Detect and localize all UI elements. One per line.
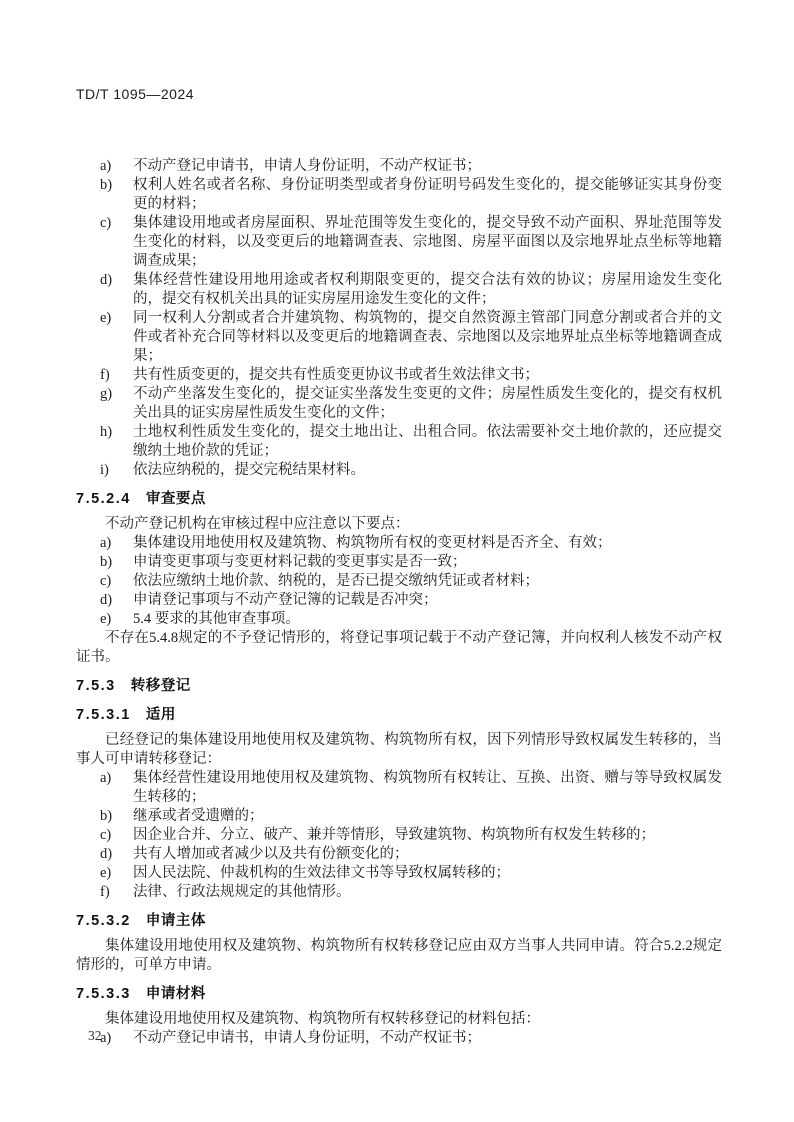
list-item-marker: i) [100, 462, 109, 478]
list-item-marker: a) [100, 535, 112, 551]
list-item [76, 826, 722, 845]
heading-title: 申请材料 [145, 986, 206, 1002]
transfer-materials-list [76, 1029, 722, 1048]
list-item [76, 366, 722, 385]
page-number: 32 [88, 1028, 102, 1043]
list-item-marker: c) [100, 827, 112, 843]
list-item-marker: d) [100, 846, 113, 862]
heading-title: 申请主体 [145, 913, 206, 929]
list-item-marker: d) [100, 272, 113, 288]
list-item-text: 共有性质变更的，提交共有性质变更协议书或者生效法律文书； [133, 367, 539, 383]
list-item [76, 214, 722, 271]
heading-number: 7.5.2.4 [76, 491, 131, 507]
document-code: TD/T 1095—2024 [76, 86, 195, 102]
paragraph: 已经登记的集体建设用地使用权及建筑物、构筑物所有权，因下列情形导致权属发生转移的，当事人可申请转移登记： [76, 732, 722, 767]
document-body [76, 157, 722, 1048]
list-item [76, 591, 722, 610]
list-item-text: 依法应纳税的，提交完税结果材料。 [133, 462, 365, 478]
list-item-text: 申请登记事项与不动产登记簿的记载是否冲突； [133, 592, 438, 608]
list-item [76, 769, 722, 807]
list-item-text: 集体经营性建设用地使用权及建筑物、构筑物所有权转让、互换、出资、赠与等导致权属发生转移的； [133, 770, 722, 805]
list-item-text: 继承或者受遗赠的； [133, 808, 264, 824]
list-item-marker: c) [100, 215, 112, 231]
list-item [76, 864, 722, 883]
heading-number: 7.5.3.3 [76, 986, 131, 1002]
list-item [76, 309, 722, 366]
list-item-text: 依法应缴纳土地价款、纳税的，是否已提交缴纳凭证或者材料； [133, 573, 539, 589]
list-item-marker: c) [100, 573, 112, 589]
list-item-text: 集体经营性建设用地用途或者权利期限变更的，提交合法有效的协议；房屋用途发生变化的，提交有权机关出具的证实房屋用途发生变化的文件； [133, 272, 722, 307]
list-item-text: 不动产登记申请书，申请人身份证明，不动产权证书； [133, 1030, 481, 1046]
list-item-marker: h) [100, 424, 113, 440]
list-item [76, 534, 722, 553]
review-points-list [76, 534, 722, 629]
list-item-marker: f) [100, 884, 110, 900]
list-item [76, 385, 722, 423]
list-item-text: 共有人增加或者减少以及共有份额变化的； [133, 846, 409, 862]
transfer-cases-list [76, 769, 722, 902]
list-item [76, 807, 722, 826]
list-item-marker: a) [100, 158, 112, 174]
list-item [76, 883, 722, 902]
paragraph: 集体建设用地使用权及建筑物、构筑物所有权转移登记的材料包括： [105, 1011, 540, 1027]
list-item-marker: b) [100, 177, 113, 193]
section-heading-7-5-3-1 [76, 706, 722, 725]
list-item-text: 法律、行政法规规定的其他情形。 [133, 884, 351, 900]
list-item-marker: e) [100, 611, 112, 627]
list-item [76, 461, 722, 480]
list-item-marker: e) [100, 310, 112, 326]
list-item-marker: a) [100, 770, 112, 786]
list-item [76, 271, 722, 309]
list-item-text: 不动产登记申请书，申请人身份证明，不动产权证书； [133, 158, 481, 174]
section-heading-7-5-3-2 [76, 912, 722, 931]
list-item [76, 572, 722, 591]
list-item-marker: a) [100, 1030, 112, 1046]
list-item-marker: b) [100, 554, 113, 570]
list-item-text: 不动产坐落发生变化的，提交证实坐落发生变更的文件；房屋性质发生变化的，提交有权机关出具的证实房屋性质发生变化的文件； [133, 386, 722, 421]
list-item-text: 权利人姓名或者名称、身份证明类型或者身份证明号码发生变化的，提交能够证实其身份变更的材料； [133, 177, 722, 212]
list-item [76, 423, 722, 461]
list-item-text: 集体建设用地或者房屋面积、界址范围等发生变化的，提交导致不动产面积、界址范围等发生变化的材料，以及变更后的地籍调查表、宗地图、房屋平面图以及宗地界址点坐标等地籍调查成果； [133, 215, 722, 269]
list-item-marker: d) [100, 592, 113, 608]
paragraph: 不存在5.4.8规定的不予登记情形的，将登记事项记载于不动产登记簿，并向权利人核发不动产权证书。 [76, 630, 722, 665]
heading-title: 适用 [145, 707, 176, 723]
list-item-text: 因人民法院、仲裁机构的生效法律文书等导致权属转移的； [133, 865, 510, 881]
list-item-marker: e) [100, 865, 112, 881]
heading-number: 7.5.3 [76, 678, 116, 694]
materials-list [76, 157, 722, 480]
heading-title: 转移登记 [130, 678, 191, 694]
list-item-text: 集体建设用地使用权及建筑物、构筑物所有权的变更材料是否齐全、有效； [133, 535, 612, 551]
list-item-text: 5.4 要求的其他审查事项。 [133, 611, 300, 627]
heading-number: 7.5.3.1 [76, 707, 131, 723]
list-item-text: 同一权利人分割或者合并建筑物、构筑物的，提交自然资源主管部门同意分割或者合并的文件或者补充合同等材料以及变更后的地籍调查表、宗地图以及宗地界址点坐标等地籍调查成果； [133, 310, 722, 364]
heading-number: 7.5.3.2 [76, 913, 131, 929]
list-item-marker: g) [100, 386, 113, 402]
section-heading-7-5-3 [76, 677, 722, 696]
heading-title: 审查要点 [145, 491, 206, 507]
list-item [76, 553, 722, 572]
list-item [76, 157, 722, 176]
paragraph: 集体建设用地使用权及建筑物、构筑物所有权转移登记应由双方当事人共同申请。符合5.2.2规定情形的，可单方申请。 [76, 938, 722, 973]
list-item [76, 845, 722, 864]
paragraph: 不动产登记机构在审核过程中应注意以下要点： [105, 516, 410, 532]
section-heading-7-5-3-3 [76, 985, 722, 1004]
list-item [76, 1029, 722, 1048]
list-item-text: 因企业合并、分立、破产、兼并等情形，导致建筑物、构筑物所有权发生转移的； [133, 827, 655, 843]
list-item-text: 申请变更事项与变更材料记载的变更事实是否一致； [133, 554, 467, 570]
section-heading-7-5-2-4 [76, 490, 722, 509]
list-item-text: 土地权利性质发生变化的，提交土地出让、出租合同。依法需要补交土地价款的，还应提交缴纳土地价款的凭证； [133, 424, 722, 459]
list-item [76, 176, 722, 214]
list-item-marker: f) [100, 367, 110, 383]
list-item-marker: b) [100, 808, 113, 824]
list-item [76, 610, 722, 629]
